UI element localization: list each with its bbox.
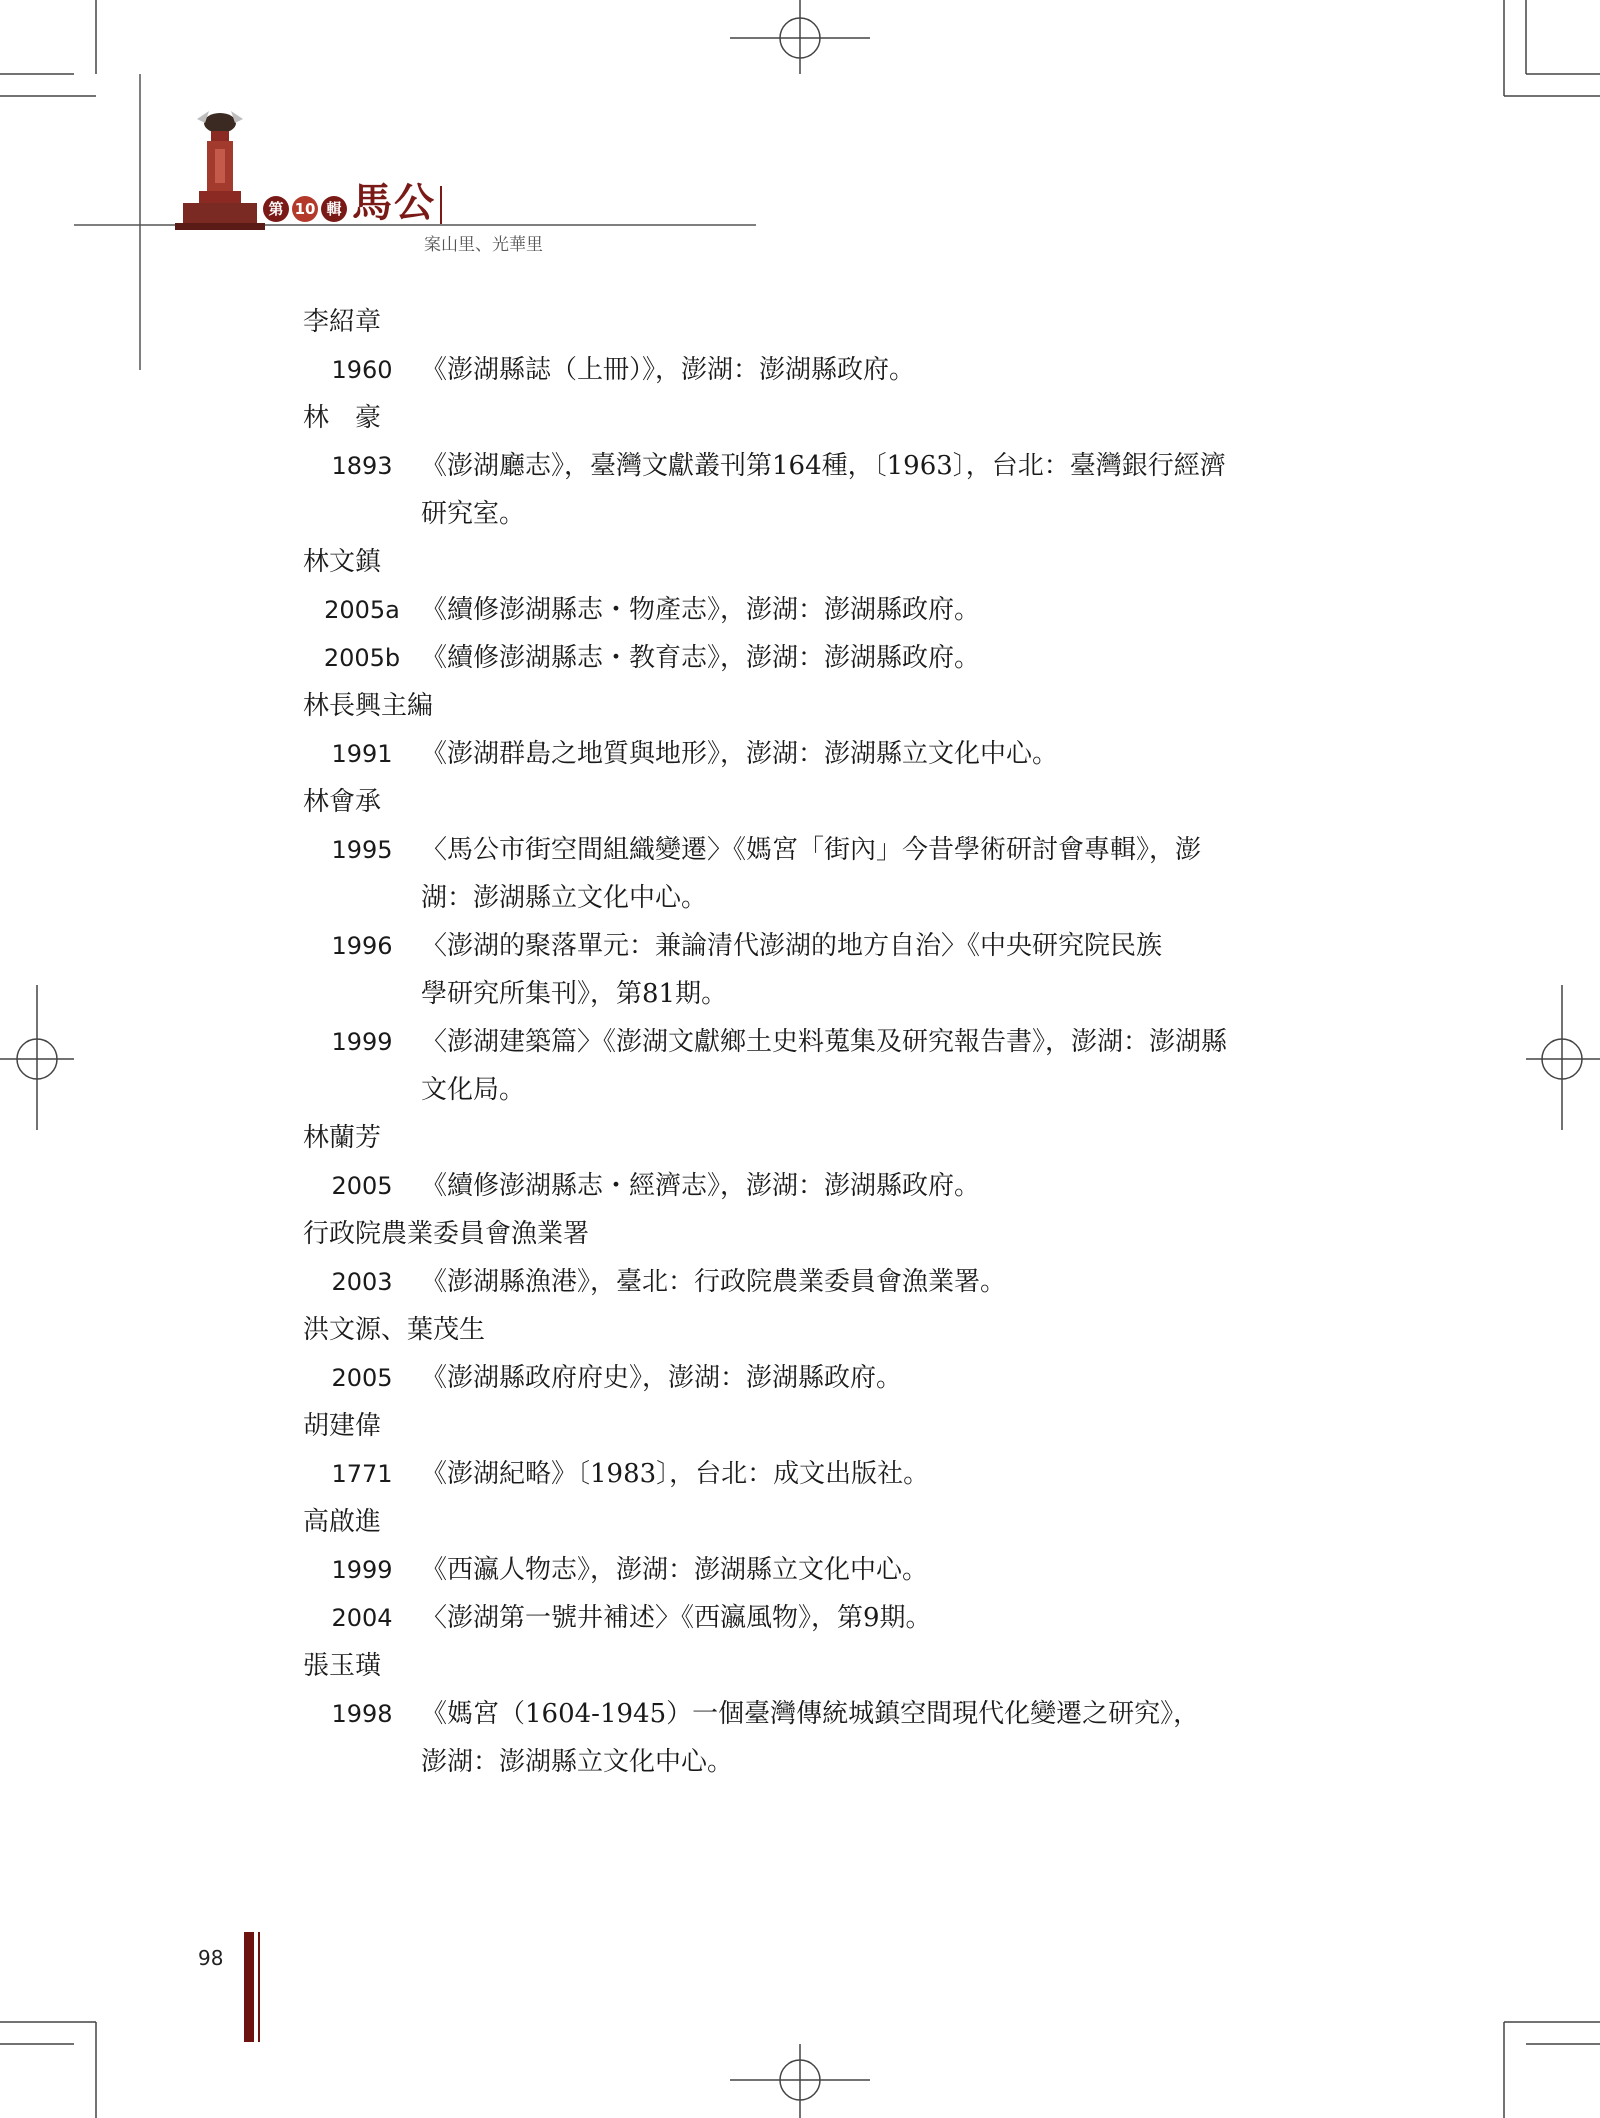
book-title: 馬公 xyxy=(352,179,436,226)
entry-citation: 〈澎湖建築篇〉《澎湖文獻鄉土史料蒐集及研究報告書》，澎湖：澎湖縣 文化局。 xyxy=(421,1027,1228,1105)
bibliography-entry xyxy=(303,826,1363,922)
bibliography-entry xyxy=(303,1690,1363,1786)
bibliography-entry xyxy=(303,1354,1363,1402)
entry-year: 2005b xyxy=(323,644,401,672)
bibliography xyxy=(303,306,1363,1794)
entry-year: 1999 xyxy=(331,1556,393,1584)
bibliography-entry xyxy=(303,1162,1363,1210)
entry-year: 2005a xyxy=(324,596,400,624)
entry-citation: 《媽宮（1604-1945）一個臺灣傳統城鎮空間現代化變遷之研究》， 澎湖：澎湖縣立文化中心。 xyxy=(421,1699,1200,1777)
entry-year: 1996 xyxy=(331,932,393,960)
author-group xyxy=(303,546,1363,682)
author-name: 李紹章 xyxy=(303,307,382,337)
bibliography-entry xyxy=(303,1018,1363,1114)
author-name: 胡建偉 xyxy=(303,1411,382,1441)
author-name: 林 豪 xyxy=(303,403,382,433)
page-number: 98 xyxy=(198,1946,224,1970)
author-group xyxy=(303,1410,1363,1498)
author-group xyxy=(303,1650,1363,1786)
entry-year: 1893 xyxy=(331,452,393,480)
author-group xyxy=(303,786,1363,1114)
entry-year: 2005 xyxy=(331,1172,393,1200)
entry-year: 1771 xyxy=(331,1460,393,1488)
entry-year: 1960 xyxy=(331,356,393,384)
footer-accent-bar xyxy=(244,1932,254,2042)
entry-year: 1995 xyxy=(331,836,393,864)
entry-year: 2003 xyxy=(331,1268,393,1296)
volume-prefix: 第 xyxy=(263,196,289,222)
entry-year: 1999 xyxy=(331,1028,393,1056)
bibliography-entry xyxy=(303,1594,1363,1642)
title-divider xyxy=(440,186,442,224)
entry-citation: 〈澎湖第一號井補述〉《西瀛風物》，第9期。 xyxy=(421,1603,932,1633)
entry-citation: 《澎湖縣漁港》，臺北：行政院農業委員會漁業署。 xyxy=(421,1267,1007,1297)
author-name: 林會承 xyxy=(303,787,382,817)
entry-citation: 〈馬公市街空間組織變遷〉《媽宮「街內」今昔學術研討會專輯》，澎 湖：澎湖縣立文化中心。 xyxy=(421,835,1202,913)
entry-citation: 《澎湖縣政府府史》，澎湖：澎湖縣政府。 xyxy=(421,1363,903,1393)
entry-citation: 《澎湖縣誌（上冊）》，澎湖：澎湖縣政府。 xyxy=(421,355,916,385)
author-name: 林文鎮 xyxy=(303,547,382,577)
monument-logo-icon xyxy=(175,105,265,230)
entry-citation: 《續修澎湖縣志・教育志》，澎湖：澎湖縣政府。 xyxy=(421,643,981,673)
author-name: 林蘭芳 xyxy=(303,1123,382,1153)
entry-year: 2004 xyxy=(331,1604,393,1632)
page-subtitle: 案山里、光華里 xyxy=(424,235,543,255)
volume-suffix: 輯 xyxy=(321,196,347,222)
author-group xyxy=(303,402,1363,538)
entry-year: 1998 xyxy=(331,1700,393,1728)
bibliography-entry xyxy=(303,634,1363,682)
author-group xyxy=(303,1506,1363,1642)
author-group xyxy=(303,306,1363,394)
author-group xyxy=(303,1122,1363,1210)
entry-citation: 〈澎湖的聚落單元：兼論清代澎湖的地方自治〉《中央研究院民族 學研究所集刊》，第81期。 xyxy=(421,931,1163,1009)
author-name: 張玉璜 xyxy=(303,1651,382,1681)
author-group xyxy=(303,1218,1363,1306)
author-name: 林長興主編 xyxy=(303,691,434,721)
bibliography-entry xyxy=(303,922,1363,1018)
entry-citation: 《續修澎湖縣志・物產志》，澎湖：澎湖縣政府。 xyxy=(421,595,981,625)
author-name: 高啟進 xyxy=(303,1507,382,1537)
bibliography-entry xyxy=(303,1450,1363,1498)
entry-citation: 《澎湖紀略》〔1983〕，台北：成文出版社。 xyxy=(421,1459,930,1489)
bibliography-entry xyxy=(303,442,1363,538)
bibliography-entry xyxy=(303,586,1363,634)
author-group xyxy=(303,690,1363,778)
entry-citation: 《續修澎湖縣志・經濟志》，澎湖：澎湖縣政府。 xyxy=(421,1171,981,1201)
entry-citation: 《澎湖廳志》，臺灣文獻叢刊第164種，〔1963〕，台北：臺灣銀行經濟 研究室。 xyxy=(421,451,1226,529)
entry-citation: 《澎湖群島之地質與地形》，澎湖：澎湖縣立文化中心。 xyxy=(421,739,1059,769)
volume-badge xyxy=(263,196,347,222)
author-name: 行政院農業委員會漁業署 xyxy=(303,1219,590,1249)
bibliography-entry xyxy=(303,1546,1363,1594)
entry-year: 1991 xyxy=(331,740,393,768)
footer-accent-line xyxy=(258,1932,260,2042)
volume-number: 10 xyxy=(292,196,318,222)
author-group xyxy=(303,1314,1363,1402)
entry-year: 2005 xyxy=(331,1364,393,1392)
entry-citation: 《西瀛人物志》，澎湖：澎湖縣立文化中心。 xyxy=(421,1555,929,1585)
bibliography-entry xyxy=(303,346,1363,394)
bibliography-entry xyxy=(303,1258,1363,1306)
author-name: 洪文源、葉茂生 xyxy=(303,1315,486,1345)
bibliography-entry xyxy=(303,730,1363,778)
